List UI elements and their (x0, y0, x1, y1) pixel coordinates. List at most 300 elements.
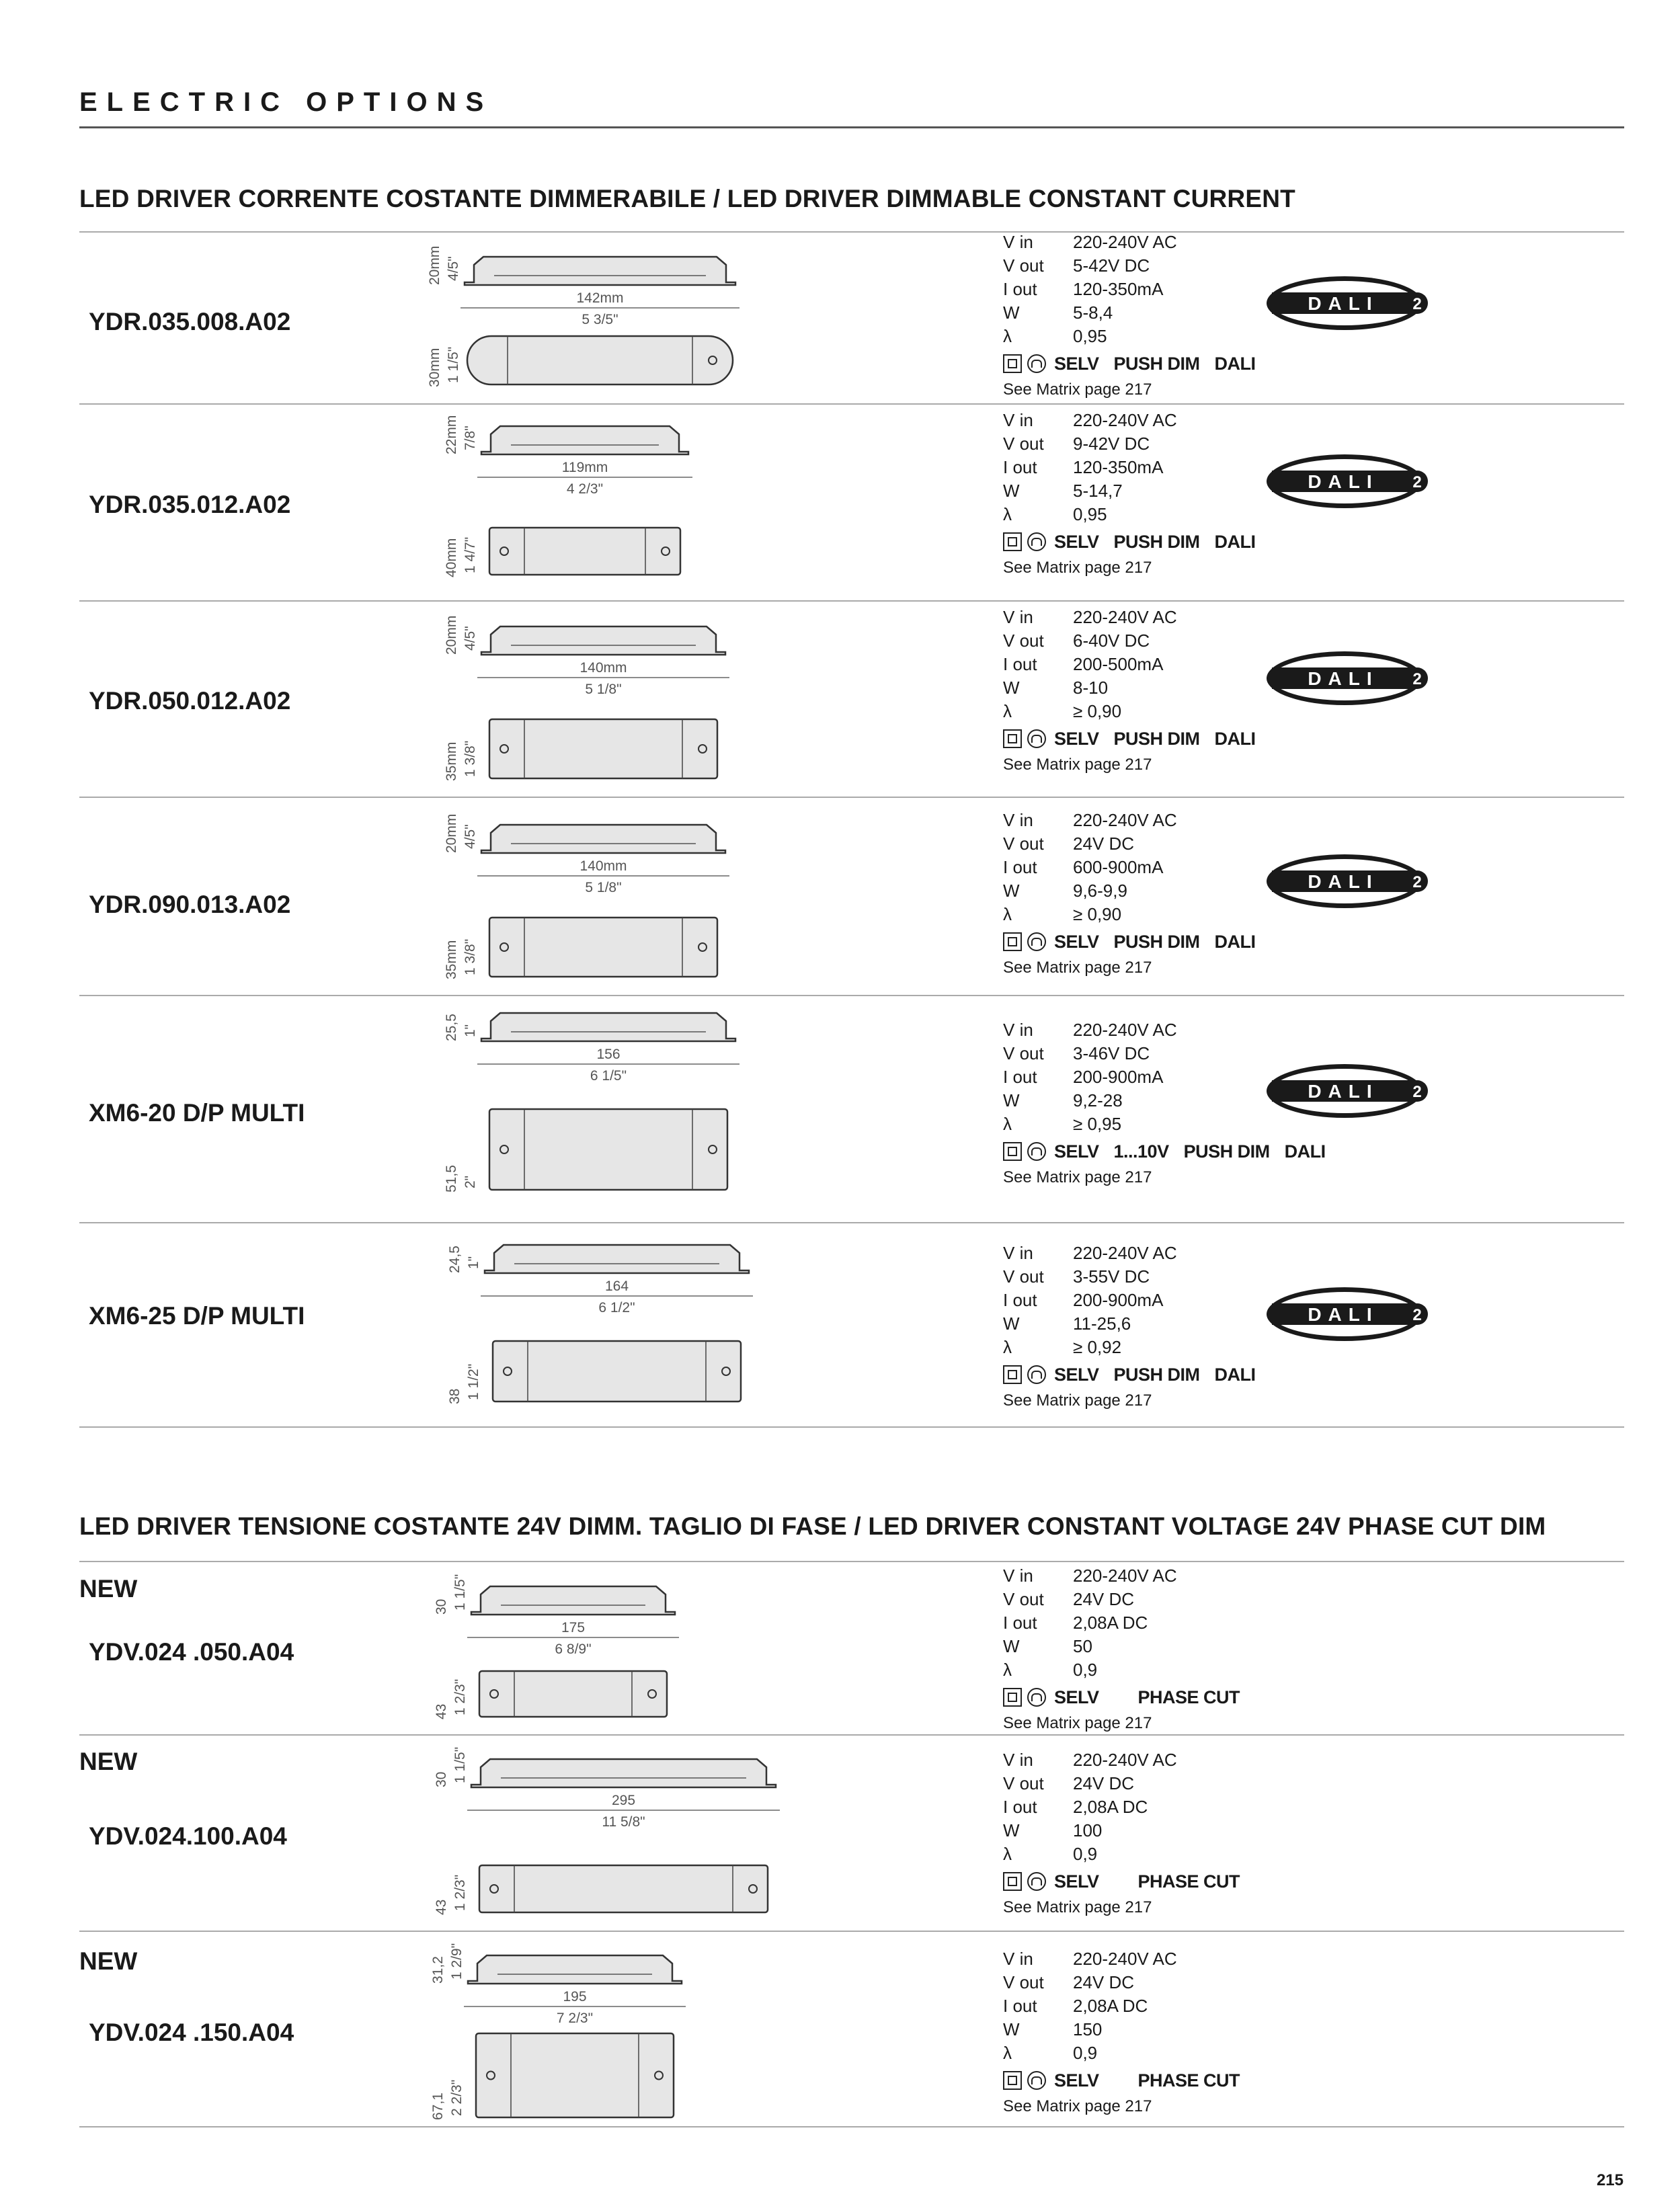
new-badge: NEW (79, 1748, 138, 1775)
spec-key: W (1003, 1090, 1020, 1110)
top-view (479, 1671, 667, 1717)
side-profile (485, 1245, 749, 1273)
class-ii-icon (1003, 532, 1022, 551)
spec-row (1003, 2041, 1240, 2065)
spec-value: 220-240V AC (1073, 607, 1177, 627)
spec-key: W (1003, 481, 1020, 501)
bottom-height-mm: 67,1 (430, 2093, 446, 2120)
spec-row (1003, 1265, 1256, 1289)
spec-key: I out (1003, 654, 1037, 674)
bottom-height-in: 1 2/3" (452, 1874, 468, 1911)
matrix-reference: See Matrix page 217 (1003, 1168, 1152, 1186)
spec-row (1003, 325, 1256, 348)
spec-key: I out (1003, 857, 1037, 877)
svg-text:2: 2 (1412, 873, 1422, 891)
bottom-height-in: 2 2/3" (449, 2079, 465, 2116)
product-code: YDV.024 .150.A04 (89, 2019, 294, 2046)
spec-row (1003, 1588, 1240, 1611)
spec-value: 200-900mA (1073, 1067, 1164, 1087)
feature-label: SELV (1054, 931, 1099, 952)
bottom-height-mm: 30mm (427, 348, 442, 387)
spec-value: 6-40V DC (1073, 631, 1150, 651)
spec-value: 220-240V AC (1073, 232, 1177, 252)
side-profile (471, 1586, 675, 1615)
top-height-in: 1 2/9" (449, 1943, 465, 1980)
top-height-in: 4/5" (463, 824, 478, 849)
spec-row (1003, 1658, 1240, 1682)
independent-driver-icon (1027, 2071, 1046, 2090)
svg-text:DALI: DALI (1308, 471, 1379, 492)
row-divider (79, 1561, 1624, 1562)
bottom-height-in: 1 3/8" (463, 740, 478, 777)
svg-text:2: 2 (1412, 670, 1422, 688)
spec-row (1003, 1611, 1240, 1635)
spec-value: 9,2-28 (1073, 1090, 1123, 1110)
spec-key: V out (1003, 1589, 1044, 1609)
spec-key: I out (1003, 1797, 1037, 1817)
spec-value: 5-8,4 (1073, 302, 1113, 323)
spec-value: 9,6-9,9 (1073, 881, 1127, 901)
spec-row (1003, 1994, 1240, 2018)
matrix-reference: See Matrix page 217 (1003, 1391, 1152, 1410)
spec-key: V in (1003, 232, 1033, 252)
feature-label: SELV (1054, 2070, 1099, 2091)
row-divider (79, 600, 1624, 602)
spec-value: ≥ 0,92 (1073, 1337, 1122, 1357)
new-badge: NEW (79, 1575, 138, 1603)
spec-key: V out (1003, 1266, 1044, 1287)
spec-key: V in (1003, 1949, 1033, 1969)
feature-label: DALI (1214, 931, 1256, 952)
feature-label: PUSH DIM (1113, 1364, 1200, 1385)
spec-key: V in (1003, 607, 1033, 627)
class-ii-icon (1003, 2071, 1022, 2090)
driver-outline (437, 1230, 776, 1408)
class-ii-icon (1003, 932, 1022, 951)
dimension-drawing (434, 612, 753, 785)
feature-label: PHASE CUT (1137, 1687, 1240, 1707)
feature-label: DALI (1284, 1141, 1326, 1162)
driver-outline (424, 1744, 803, 1919)
svg-text:DALI: DALI (1308, 871, 1379, 892)
dali-logo (1264, 272, 1431, 334)
spec-value: 120-350mA (1073, 279, 1164, 299)
svg-text:DALI: DALI (1308, 668, 1379, 689)
independent-driver-icon (1027, 1142, 1046, 1161)
spec-value: 200-500mA (1073, 654, 1164, 674)
spec-row (1003, 606, 1256, 629)
side-profile (481, 426, 688, 454)
spec-row (1003, 278, 1256, 301)
spec-row (1003, 676, 1256, 700)
length-mm: 295 (611, 1793, 636, 1808)
product-code: YDR.090.013.A02 (89, 891, 291, 918)
svg-text:2: 2 (1412, 295, 1422, 313)
spec-row (1003, 409, 1256, 432)
svg-text:DALI: DALI (1308, 1304, 1379, 1325)
spec-row (1003, 1312, 1256, 1336)
class-ii-icon (1003, 1688, 1022, 1707)
row-divider (79, 231, 1624, 233)
matrix-reference: See Matrix page 217 (1003, 1714, 1152, 1732)
length-mm: 164 (604, 1279, 629, 1294)
spec-row (1003, 1842, 1240, 1866)
spec-value: 220-240V AC (1073, 1750, 1177, 1770)
spec-value: 24V DC (1073, 1589, 1135, 1609)
feature-label: SELV (1054, 353, 1099, 374)
spec-row (1003, 1819, 1240, 1842)
feature-row (1003, 529, 1256, 555)
side-profile (481, 825, 725, 853)
spec-value: 24V DC (1073, 1972, 1135, 1992)
matrix-reference: See Matrix page 217 (1003, 2097, 1152, 2115)
dali-logo (1264, 450, 1431, 512)
feature-label: PHASE CUT (1137, 1871, 1240, 1892)
feature-label: DALI (1214, 1364, 1256, 1385)
matrix-reference: See Matrix page 217 (1003, 380, 1152, 399)
spec-list (1003, 409, 1256, 579)
section-title-constant-voltage: LED DRIVER TENSIONE COSTANTE 24V DIMM. TAGLIO DI FASE / LED DRIVER CONSTANT VOLTAGE 24V PHASE CUT DIM (79, 1512, 1546, 1540)
length-in: 5 1/8" (585, 880, 622, 895)
svg-text:2: 2 (1412, 473, 1422, 491)
length-mm: 140mm (579, 660, 627, 676)
spec-list (1003, 1947, 1240, 2118)
spec-key: V out (1003, 434, 1044, 454)
spec-list (1003, 231, 1256, 401)
top-height-mm: 20mm (427, 245, 442, 285)
spec-key: V out (1003, 631, 1044, 651)
bottom-height-in: 2" (463, 1175, 478, 1188)
side-profile (481, 626, 725, 655)
spec-row (1003, 629, 1256, 653)
spec-key: λ (1003, 504, 1012, 524)
spec-value: 220-240V AC (1073, 1243, 1177, 1263)
feature-label: DALI (1214, 728, 1256, 749)
spec-key: λ (1003, 1660, 1012, 1680)
spec-value: 3-46V DC (1073, 1043, 1150, 1063)
spec-value: 150 (1073, 2019, 1103, 2039)
top-height-mm: 31,2 (430, 1956, 446, 1984)
spec-value: 200-900mA (1073, 1290, 1164, 1310)
spec-list (1003, 1748, 1240, 1919)
spec-row (1003, 1564, 1240, 1588)
bottom-height-mm: 35mm (444, 940, 459, 979)
svg-text:DALI: DALI (1308, 293, 1379, 314)
spec-row (1003, 254, 1256, 278)
spec-row (1003, 1635, 1240, 1658)
spec-value: 100 (1073, 1820, 1103, 1840)
spec-value: 600-900mA (1073, 857, 1164, 877)
svg-text:2: 2 (1412, 1083, 1422, 1101)
spec-row (1003, 856, 1256, 879)
feature-label: SELV (1054, 1871, 1099, 1892)
spec-list (1003, 606, 1256, 776)
spec-row (1003, 1748, 1240, 1772)
independent-driver-icon (1027, 729, 1046, 748)
spec-key: V out (1003, 1043, 1044, 1063)
length-in: 6 1/2" (598, 1300, 635, 1315)
spec-key: λ (1003, 1337, 1012, 1357)
spec-key: V out (1003, 1773, 1044, 1793)
top-height-in: 4/5" (463, 626, 478, 651)
side-profile (468, 1955, 682, 1984)
spec-row (1003, 1336, 1256, 1359)
spec-list (1003, 1564, 1240, 1735)
product-code: XM6-25 D/P MULTI (89, 1302, 305, 1330)
spec-row (1003, 1289, 1256, 1312)
spec-row (1003, 2018, 1240, 2041)
spec-key: V in (1003, 810, 1033, 830)
top-height-mm: 20mm (444, 615, 459, 655)
spec-value: 5-14,7 (1073, 481, 1123, 501)
header-divider (79, 126, 1624, 128)
bottom-height-in: 1 1/5" (446, 346, 461, 383)
spec-key: λ (1003, 904, 1012, 924)
row-divider (79, 1734, 1624, 1736)
spec-value: 220-240V AC (1073, 1020, 1177, 1040)
top-height-mm: 22mm (444, 415, 459, 454)
feature-label: DALI (1214, 353, 1256, 374)
feature-row (1003, 726, 1256, 752)
length-in: 5 1/8" (585, 682, 622, 697)
spec-key: W (1003, 302, 1020, 323)
top-height-in: 7/8" (463, 425, 478, 450)
dali-logo (1264, 647, 1431, 709)
top-view (476, 2033, 674, 2117)
feature-label: SELV (1054, 728, 1099, 749)
spec-value: 220-240V AC (1073, 1949, 1177, 1969)
top-height-in: 1" (466, 1256, 481, 1269)
matrix-reference: See Matrix page 217 (1003, 1898, 1152, 1916)
spec-value: 0,95 (1073, 326, 1107, 346)
length-mm: 140mm (579, 858, 627, 874)
feature-label: SELV (1054, 1141, 1099, 1162)
bottom-height-mm: 43 (434, 1703, 449, 1719)
row-divider (79, 1222, 1624, 1223)
top-height-mm: 30 (434, 1598, 449, 1615)
independent-driver-icon (1027, 532, 1046, 551)
new-badge: NEW (79, 1947, 138, 1975)
spec-key: V in (1003, 1566, 1033, 1586)
spec-value: ≥ 0,90 (1073, 701, 1122, 721)
side-profile (481, 1013, 735, 1041)
spec-row (1003, 653, 1256, 676)
spec-value: 0,9 (1073, 1844, 1098, 1864)
bottom-height-in: 1 2/3" (452, 1678, 468, 1715)
feature-label: PUSH DIM (1113, 931, 1200, 952)
class-ii-icon (1003, 1142, 1022, 1161)
top-view (489, 528, 680, 575)
independent-driver-icon (1027, 1688, 1046, 1707)
spec-key: I out (1003, 457, 1037, 477)
feature-row (1003, 351, 1256, 376)
top-view (493, 1341, 741, 1402)
row-divider (79, 403, 1624, 405)
class-ii-icon (1003, 1365, 1022, 1384)
spec-value: 220-240V AC (1073, 1566, 1177, 1586)
spec-key: V in (1003, 1243, 1033, 1263)
spec-key: V out (1003, 255, 1044, 276)
bottom-height-mm: 43 (434, 1899, 449, 1915)
page-title: ELECTRIC OPTIONS (79, 87, 493, 117)
spec-value: 0,95 (1073, 504, 1107, 524)
top-height-mm: 30 (434, 1771, 449, 1787)
spec-key: V in (1003, 410, 1033, 430)
product-code: YDR.035.012.A02 (89, 491, 291, 518)
spec-row (1003, 1242, 1256, 1265)
spec-key: λ (1003, 2043, 1012, 2063)
spec-key: W (1003, 2019, 1020, 2039)
spec-row (1003, 1947, 1240, 1971)
dali-logo (1264, 1060, 1431, 1122)
spec-key: W (1003, 1636, 1020, 1656)
spec-row (1003, 1971, 1240, 1994)
spec-value: 11-25,6 (1073, 1313, 1131, 1334)
spec-value: 220-240V AC (1073, 810, 1177, 830)
matrix-reference: See Matrix page 217 (1003, 756, 1152, 774)
spec-value: 8-10 (1073, 678, 1109, 698)
bottom-height-mm: 40mm (444, 538, 459, 577)
dimension-drawing (434, 810, 753, 983)
spec-row (1003, 700, 1256, 723)
spec-value: ≥ 0,95 (1073, 1114, 1122, 1134)
spec-row (1003, 503, 1256, 526)
length-mm: 142mm (576, 290, 624, 306)
spec-row (1003, 301, 1256, 325)
row-divider (79, 995, 1624, 996)
spec-value: 3-55V DC (1073, 1266, 1150, 1287)
feature-label: PUSH DIM (1183, 1141, 1270, 1162)
spec-key: V in (1003, 1020, 1033, 1040)
page-number: 215 (1596, 2171, 1624, 2189)
spec-value: 9-42V DC (1073, 434, 1150, 454)
feature-label: SELV (1054, 531, 1099, 552)
class-ii-icon (1003, 354, 1022, 373)
spec-key: I out (1003, 1613, 1037, 1633)
class-ii-icon (1003, 729, 1022, 748)
spec-key: I out (1003, 1996, 1037, 2016)
feature-label: 1...10V (1113, 1141, 1169, 1162)
bottom-height-in: 1 4/7" (463, 536, 478, 573)
spec-key: W (1003, 881, 1020, 901)
independent-driver-icon (1027, 932, 1046, 951)
bottom-height-in: 1 3/8" (463, 938, 478, 975)
bottom-height-in: 1 1/2" (466, 1363, 481, 1400)
class-ii-icon (1003, 1872, 1022, 1891)
independent-driver-icon (1027, 354, 1046, 373)
independent-driver-icon (1027, 1872, 1046, 1891)
feature-row (1003, 929, 1256, 955)
row-divider (79, 1426, 1624, 1428)
spec-row (1003, 1018, 1326, 1042)
feature-label: PHASE CUT (1137, 2070, 1240, 2091)
top-height-in: 1 1/5" (452, 1746, 468, 1783)
top-height-mm: 25,5 (444, 1014, 459, 1041)
feature-row (1003, 1869, 1240, 1894)
length-mm: 156 (596, 1047, 621, 1062)
top-view (479, 1865, 768, 1912)
top-view (489, 918, 717, 977)
spec-value: ≥ 0,90 (1073, 904, 1122, 924)
row-divider (79, 1931, 1624, 1932)
top-height-in: 1" (463, 1024, 478, 1037)
side-profile (465, 257, 735, 285)
spec-value: 5-42V DC (1073, 255, 1150, 276)
spec-key: W (1003, 1820, 1020, 1840)
row-divider (79, 2126, 1624, 2127)
length-in: 7 2/3" (556, 2011, 594, 2026)
spec-key: V out (1003, 834, 1044, 854)
dimension-drawing (437, 1230, 776, 1408)
spec-key: W (1003, 678, 1020, 698)
spec-row (1003, 1772, 1240, 1795)
product-code: YDV.024 .050.A04 (89, 1638, 294, 1666)
section-title-constant-current: LED DRIVER CORRENTE COSTANTE DIMMERABILE / LED DRIVER DIMMABLE CONSTANT CURRENT (79, 185, 1295, 212)
matrix-reference: See Matrix page 217 (1003, 959, 1152, 977)
length-mm: 119mm (561, 460, 608, 475)
feature-row (1003, 1685, 1240, 1710)
product-code: YDR.050.012.A02 (89, 687, 291, 715)
feature-label: DALI (1214, 531, 1256, 552)
top-height-in: 4/5" (446, 256, 461, 281)
spec-key: λ (1003, 1844, 1012, 1864)
svg-text:DALI: DALI (1308, 1081, 1379, 1102)
length-in: 6 8/9" (555, 1641, 592, 1657)
length-mm: 195 (563, 1989, 587, 2004)
spec-row (1003, 832, 1256, 856)
feature-row (1003, 1139, 1326, 1164)
dali-logo (1264, 850, 1431, 912)
spec-value: 2,08A DC (1073, 1996, 1148, 2016)
spec-value: 2,08A DC (1073, 1797, 1148, 1817)
top-view (489, 719, 717, 778)
spec-key: λ (1003, 326, 1012, 346)
spec-row (1003, 809, 1256, 832)
top-height-in: 1 1/5" (452, 1574, 468, 1611)
feature-row (1003, 1362, 1256, 1387)
length-mm: 175 (561, 1620, 586, 1635)
top-view (489, 1109, 727, 1190)
feature-label: PUSH DIM (1113, 353, 1200, 374)
spec-value: 50 (1073, 1636, 1092, 1656)
spec-value: 2,08A DC (1073, 1613, 1148, 1633)
length-in: 5 3/5" (582, 312, 618, 327)
row-divider (79, 797, 1624, 798)
feature-label: SELV (1054, 1687, 1099, 1707)
length-in: 6 1/5" (590, 1068, 627, 1084)
spec-key: λ (1003, 701, 1012, 721)
top-height-mm: 20mm (444, 813, 459, 853)
driver-outline (434, 998, 763, 1197)
spec-value: 120-350mA (1073, 457, 1164, 477)
bottom-height-mm: 51,5 (444, 1165, 459, 1192)
spec-value: 220-240V AC (1073, 410, 1177, 430)
dali-logo (1264, 1283, 1431, 1345)
length-in: 4 2/3" (566, 481, 604, 497)
spec-list (1003, 809, 1256, 979)
matrix-reference: See Matrix page 217 (1003, 559, 1152, 577)
feature-label: SELV (1054, 1364, 1099, 1385)
spec-value: 0,9 (1073, 1660, 1098, 1680)
spec-key: V out (1003, 1972, 1044, 1992)
spec-row (1003, 903, 1256, 926)
spec-value: 24V DC (1073, 1773, 1135, 1793)
dimension-drawing (424, 1744, 803, 1919)
feature-label: PUSH DIM (1113, 728, 1200, 749)
driver-outline (434, 612, 753, 785)
driver-outline (434, 810, 753, 983)
top-height-mm: 24,5 (447, 1246, 463, 1273)
